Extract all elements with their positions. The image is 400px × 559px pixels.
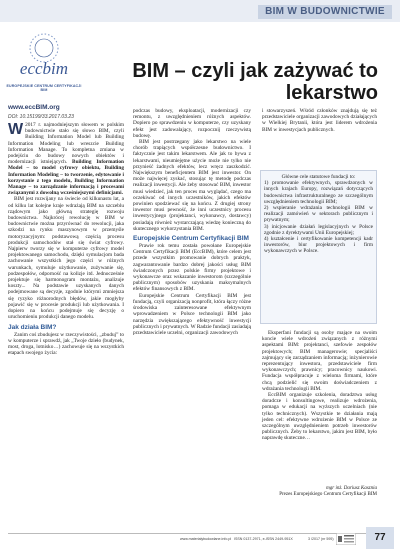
page-number: 77 [366,527,394,549]
goal-item-3: 3) inicjowanie działań legislacyjnych w Polsce zgodnie z dyrektywami Unii Europejskiej; [264,223,373,236]
col2-para-2: BIM jest postrzegany jako lekarstwo na wiele chorób trapiących współczesne budownictwo. I faktycznie jest takim lekarstwem. Ale jak to bywa z lekarstwami, nieumiejętne użycie może nie tylko nie przynieść żadnych efektów, lecz wręcz zaszkodzić. Największym beneficjentem BIM jest inwestor. On może najwięcej zyskać, stosując tę metodę podczas realizacji inwestycji. Ale żeby stosować BIM, inwestor musi wiedzieć, jak ten proces ma wyglądać, czego ma oczekiwać od innych uczestników, jakich efektów powinien spodziewać się na końcu. Z drugiej strony inwestor musi pewność, że inni uczestnicy procesu inwestycyjnego (projektanci, wykonawcy, dostawcy) posiadają również wystarczającą wiedzę konieczną do skutecznego wykorzystania BIM. [133,139,251,232]
section-label: BIM W BUDOWNICTWIE [258,5,392,19]
subheading-eccbim: Europejskie Centrum Certyfikacji BIM [133,235,249,243]
column-3-tail [262,330,377,442]
dropcap: W [8,121,24,138]
doi: DOI: 10.15199/33.2017.03.23 [8,114,74,120]
col1-para-1: 2017 r. najmodniejszym słowem w polskim budownictwie stało się słowo BIM, czyli Building Information Model lub Building Information Modeling lub wreszcie Building Information Manage. To kompletna zmiana w podejściu do budowy nowych obiektów i modernizacji istniejących. [8,122,124,166]
column-3 [262,108,377,133]
col2-para-3: Prawie rok temu została powołane Europejskie Centrum Certyfikacji BIM (EccBIM), które celem jest przede wszystkim promowanie dobrych praktyk, zagwarantowanie bardzo dobrej jakości usług BIM świadczonych przez polskie firmy projektowe i wykonawcze oraz wskazanie inwestorom (szczególnie publicznym) sposobów uzyskania maksymalnych efektów finansowych z BIM. [133,243,251,293]
publisher-logo-icon [336,532,356,544]
signature-name: mgr inż. Dariusz Kasznia [326,486,377,491]
signature-role: Prezes Europejskiego Centrum Certyfikacji BIM [279,492,377,497]
eccbim-logo [6,26,82,104]
column-1 [8,122,124,356]
col3-para-2: Eksperfani fundacji są osoby mające na swoim koncie wiele wdrożeń związanych z różnymi aspektami BIM: projektanci, szefowie zespołów projektowych; BIM managerowie; specjaliści zajmujący się zarządzaniem informacją; inżynierowie reprezentujący inwestora, przedstawiciele firm wykonawczych; prawnicy; pracownicy naukowi. Fundacja współpracuje z wieloma firmami, które chcą podzielić się swoim doświadczeniem z wdrażania technologii BIM. [262,330,377,392]
col1-para-3: Zanim coś zbudujesz w rzeczywistości, „zbuduj” to w komputerze i sprawdź, jak „Twoje dzieło (budynek, most, droga, lotnisko…) zachowuje się na wszystkich etapach swojego życia: [8,331,124,357]
col1-para-2: BIM jest rozwijany na świecie od kilkunastu lat, a od kilku lat kolejne kraje wdrażają BIM na szczeblu rządowym jako główną strategię rozwoju budownictwa. Najkrócej rewolucję w BIM w budownictwie można przyrównać do rewolucji, jaka szkodzi na rynku maszynowym w przemyśle motoryzacyjnym: podstawową częścią procesu produkcji samochodów stał się świat cyfrowy. Najpierw tworzy się w komputerze cyfrowy model projektowanego samochodu, dzięki symulacjom bada zachowanie wszystkich jego części w różnych warunkach, symuluje użytkowanie, zużywanie się, podzespołów, odporność na kolizje itd. Jednocześnie projektuje się harmonogram montażu, analizuje koszty... Na podstawie uzyskanych danych podejmowane są decyzje, zgodnie którymi zmniejsza się ryzyko różnorodnych błędów, jakie mogłyby pojawić się w procesie produkcji lub użytkowania. I dopiero na końcu podejmuje się decyzję o uruchomieniu produkcji danego modelu. [8,196,124,321]
goals-intro: Główne cele statutowe fundacji to: [281,174,356,180]
site-url[interactable]: www.eccBIM.org [8,104,60,111]
col3-para-1: i stowarzyszeń. Wśród członków znajdują się też przedstawiciele organizacji zawodowych działających w Wielkiej Brytanii, która jest liderem wdrożenia BIM w inwestycjach publicznych. [262,108,377,133]
footer-issn: ISSN 0137-2971, e-ISSN 2449-951X [234,537,293,541]
footer-issue: 3 /2017 (nr 595) [308,537,334,541]
goals-list [264,174,373,255]
footer-url[interactable]: www.materialybudowlane.info.pl [180,537,232,541]
signature [262,486,377,498]
logo-mark: eccbim [19,59,69,78]
subheading-jak-dziala: Jak działa BIM? [8,323,57,331]
goal-item-1: 1) promowanie efektywnych, sprawdzonych w innych krajach Europy, rozwiązań dotyczących budownictwa infrastrukturalnego ze szczególnym uwzględnieniem technologii BIM; [264,180,373,205]
col3-para-3: EccBIM organizuje szkolenia, doradztwa usług doradcze i konsultingowe, realizuje wdrożenia, pomaga w edukacji na wyższych uczelniach (nie tylko technicznych). Wszystkie te działania mają jeden cel: efektywne wdrożenie BIM w Polsce ze szczególnym uwzględnieniem potrzeb inwestorów publicznych. Żeby to lekarstwo, jakim jest BIM, było naprawdę skuteczne… [262,392,377,442]
goal-item-4: 4) kształcenie i certyfikowanie kompetencji kadr inwestorów, biur projektowych i firm wykonawczych w Polsce. [264,236,373,255]
goals-box [260,170,377,324]
col2-para-1: podczas budowy, eksploatacji, modernizacji czy remontu, z uwzględnieniem różnych aspektów. Dopiero po sprawdzeniu w komputerze, czy uzyskany efekt jest zadowalający, rozpocznij rzeczywistą budowę. [133,108,251,139]
col2-para-4: Europejskie Centrum Certyfikacji BIM jest fundacją, czyli organizacją nonprofit, która łączy różne środowiska zainteresowane efektywnym wprowadzeniem w Polsce technologii BIM jako narzędzia zwiększającego efektywność inwestycji publicznych i prywatnych. W Radzie fundacji zasiadają przedstawiciele uczelni, organizacji zawodowych [133,292,251,336]
article-title: BIM – czyli jak zażywać to lekarstwo [132,60,378,104]
goal-item-2: 2) wspieranie wdrażania technologii BIM w realizacji zamówień w sektorach publicznym i prywatnym; [264,205,373,224]
eccbim-mark-icon [6,26,82,84]
logo-caption: EUROPEJSKIE CENTRUM CERTYFIKACJI BIM [6,84,82,92]
footer-divider [8,533,368,534]
col1-bold-definitions: Building Information Model – to model cyfrowy obiektu, Building Information Modeling – to tworzenie, edytowanie i korzystanie z tego modelu, Building Information Manage – to zarządzanie informacją i procesami związanymi z dowolną wcześniejszymi definicjami. [8,159,124,197]
column-2 [133,108,251,336]
